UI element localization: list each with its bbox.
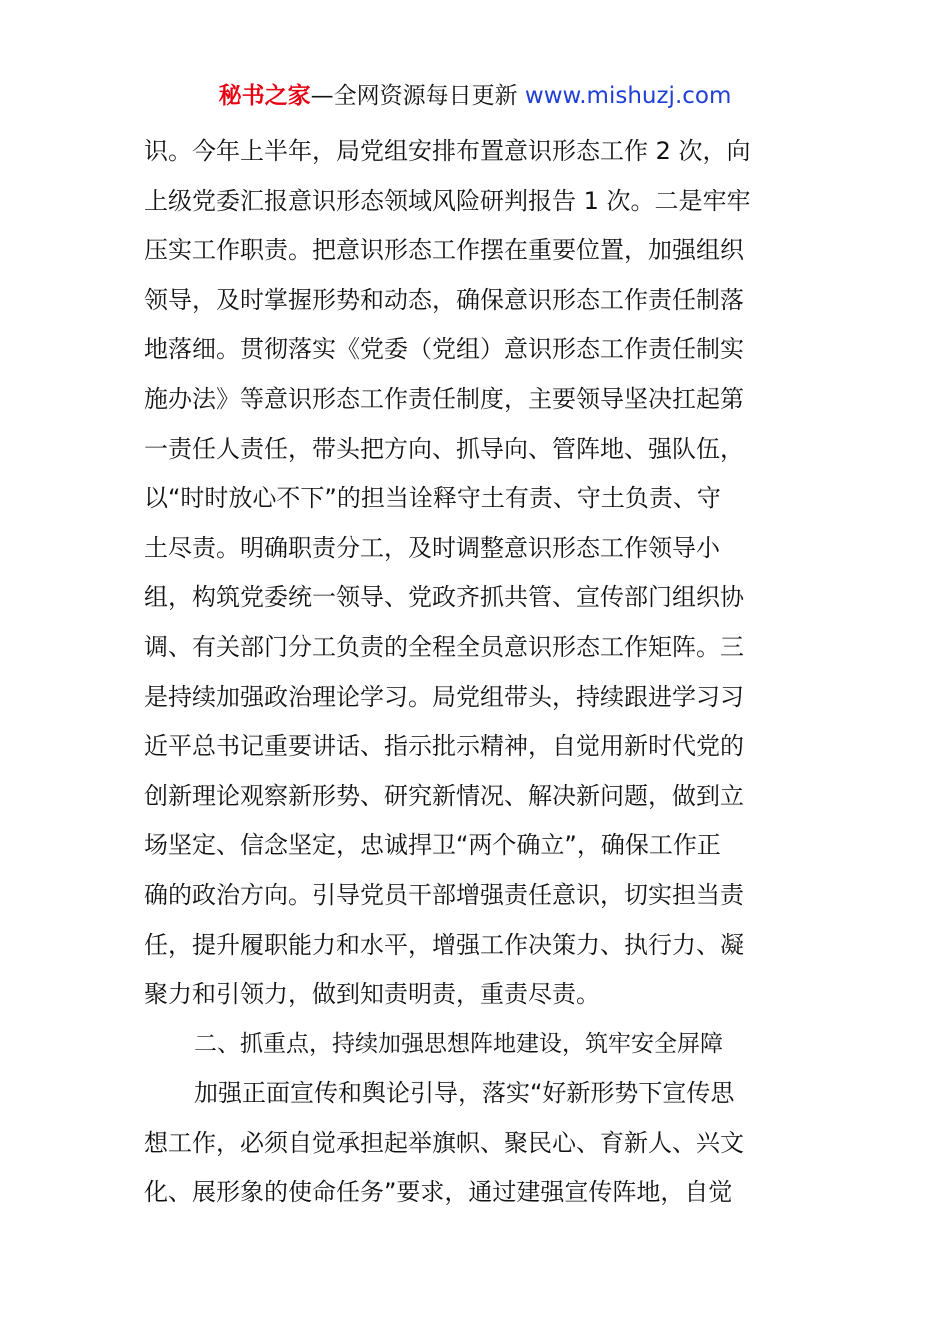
section-heading: 二、抓重点，持续加强思想阵地建设，筑牢安全屏障	[194, 1030, 723, 1057]
text-line: 上级党委汇报意识形态领域风险研判报告 1 次。二是牢牢	[144, 186, 751, 215]
site-tagline: —全网资源每日更新	[310, 83, 525, 109]
site-brand: 秘书之家	[218, 83, 311, 109]
site-header	[0, 80, 950, 112]
text-line: 化、展形象的使命任务”要求，通过建强宣传阵地，自觉	[144, 1178, 733, 1207]
text-line: 加强正面宣传和舆论引导，落实“好新形势下宣传思	[194, 1079, 735, 1108]
text-line: 场坚定、信念坚定，忠诚捍卫“两个确立”，确保工作正	[144, 831, 721, 860]
text-line: 是持续加强政治理论学习。局党组带头，持续跟进学习习	[144, 682, 744, 711]
text-line: 想工作，必须自觉承担起举旗帜、聚民心、育新人、兴文	[144, 1128, 744, 1157]
text-line: 识。今年上半年，局党组安排布置意识形态工作 2 次，向	[144, 137, 751, 165]
text-line: 土尽责。明确职责分工，及时调整意识形态工作领导小	[144, 533, 720, 562]
text-line: 调、有关部门分工负责的全程全员意识形态工作矩阵。三	[144, 632, 744, 661]
text-line: 压实工作职责。把意识形态工作摆在重要位置，加强组织	[144, 236, 744, 265]
text-line: 地落细。贯彻落实《党委（党组）意识形态工作责任制实	[144, 335, 744, 364]
text-line: 任，提升履职能力和水平，增强工作决策力、执行力、凝	[144, 930, 744, 959]
site-url-link[interactable]: www.mishuzj.com	[524, 83, 732, 109]
text-line: 组，构筑党委统一领导、党政齐抓共管、宣传部门组织协	[144, 583, 744, 612]
text-line: 以“时时放心不下”的担当诠释守土有责、守土负责、守	[144, 484, 721, 513]
text-line: 近平总书记重要讲话、指示批示精神，自觉用新时代党的	[144, 732, 744, 761]
text-line: 确的政治方向。引导党员干部增强责任意识，切实担当责	[144, 880, 744, 909]
text-line: 一责任人责任，带头把方向、抓导向、管阵地、强队伍，	[144, 434, 744, 463]
document-body	[144, 127, 809, 1218]
text-line: 聚力和引领力，做到知责明责，重责尽责。	[144, 980, 600, 1009]
text-line: 创新理论观察新形势、研究新情况、解决新问题，做到立	[144, 781, 744, 810]
text-line: 领导，及时掌握形势和动态，确保意识形态工作责任制落	[144, 285, 744, 314]
text-line: 施办法》等意识形态工作责任制度，主要领导坚决扛起第	[144, 384, 744, 413]
